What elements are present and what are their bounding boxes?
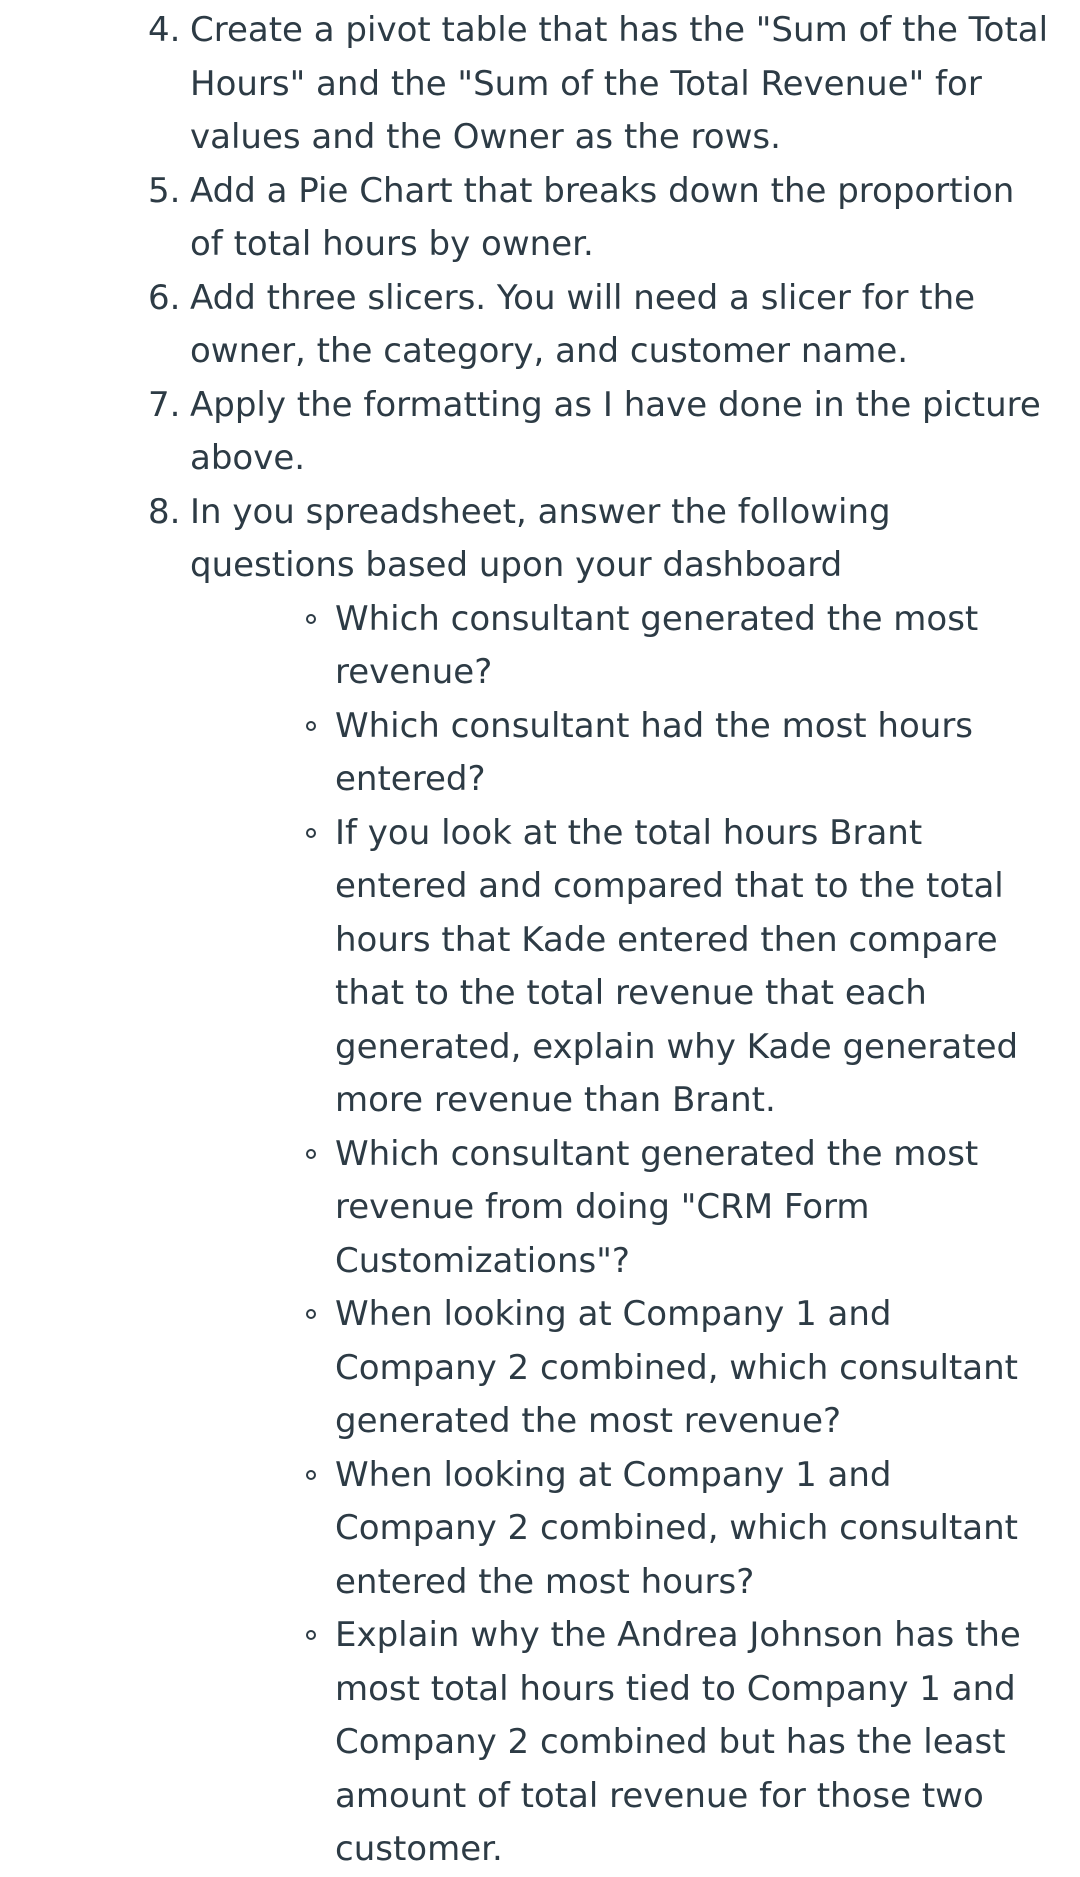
question-item — [335, 700, 1050, 807]
question-text: When looking at Company 1 and Company 2 combined, which consultant entered the most hours? — [335, 1454, 1018, 1602]
question-item — [335, 1128, 1050, 1289]
question-item — [335, 1609, 1050, 1877]
step-number: 6. — [148, 277, 181, 318]
step-number: 7. — [148, 384, 181, 425]
circle-bullet-icon — [306, 614, 316, 624]
question-list — [190, 593, 1050, 1877]
step-text: Create a pivot table that has the "Sum of the Total Hours" and the "Sum of the Total Revenue" for values and the Owner as the rows. — [190, 10, 1049, 157]
circle-bullet-icon — [306, 721, 316, 731]
step-number: 4. — [148, 10, 181, 50]
step-text: Apply the formatting as I have done in the picture above. — [190, 384, 1041, 478]
question-text: Explain why the Andrea Johnson has the most total hours tied to Company 1 and Company 2 combined but has the least amount of total revenue for those two customer. — [335, 1615, 1021, 1869]
step-5 — [0, 165, 1080, 272]
circle-bullet-icon — [306, 1470, 316, 1480]
step-8 — [0, 486, 1080, 1877]
step-6 — [0, 272, 1080, 379]
instruction-list — [0, 4, 1080, 1877]
question-item — [335, 807, 1050, 1128]
question-text: Which consultant generated the most revenue from doing "CRM Form Customizations"? — [335, 1133, 979, 1281]
step-4 — [0, 4, 1080, 165]
step-number: 5. — [148, 170, 181, 211]
circle-bullet-icon — [306, 828, 316, 838]
circle-bullet-icon — [306, 1309, 316, 1319]
question-item — [335, 593, 1050, 700]
step-number: 8. — [148, 491, 181, 532]
question-text: Which consultant generated the most revenue? — [335, 598, 979, 692]
question-text: If you look at the total hours Brant entered and compared that to the total hours that Kade entered then compare that to the total revenue that each generated, explain why Kade generated more revenue than Brant. — [335, 812, 1019, 1120]
step-text: In you spreadsheet, answer the following questions based upon your dashboard — [190, 491, 891, 585]
step-text: Add three slicers. You will need a slicer for the owner, the category, and customer name. — [190, 277, 976, 371]
circle-bullet-icon — [306, 1630, 316, 1640]
question-text: When looking at Company 1 and Company 2 combined, which consultant generated the most revenue? — [335, 1294, 1018, 1441]
question-item — [335, 1288, 1050, 1449]
step-text: Add a Pie Chart that breaks down the proportion of total hours by owner. — [190, 170, 1015, 264]
assignment-document — [0, 4, 1080, 1877]
question-text: Which consultant had the most hours entered? — [335, 705, 974, 799]
circle-bullet-icon — [306, 1149, 316, 1159]
step-7 — [0, 379, 1080, 486]
question-item — [335, 1449, 1050, 1610]
